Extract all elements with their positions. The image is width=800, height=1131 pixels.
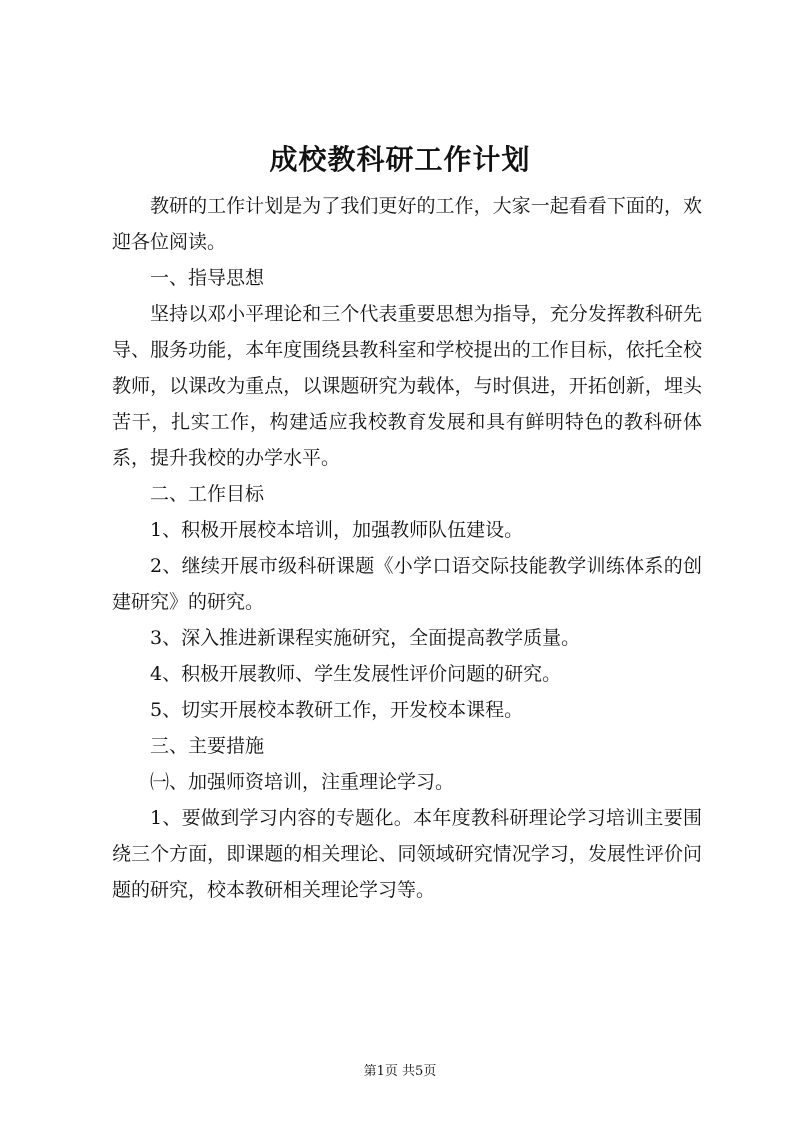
heading-work-goals: 二、工作目标 <box>150 483 265 505</box>
list-item-goal-2: 2、继续开展市级科研课题《小学口语交际技能教学训练体系的创建研究》的研究。 <box>112 555 702 613</box>
document-body <box>112 188 702 908</box>
heading-guiding-ideology: 一、指导思想 <box>150 267 265 289</box>
document-title: 成校教科研工作计划 <box>269 143 531 176</box>
paragraph-measure-1: 1、要做到学习内容的专题化。本年度教科研理论学习培训主要围绕三个方面，即课题的相关理论、同领域研究情况学习，发展性评价问题的研究，校本教研相关理论学习等。 <box>112 807 702 901</box>
list-item-goal-5: 5、切实开展校本教研工作，开发校本课程。 <box>150 699 524 721</box>
list-item-goal-4: 4、积极开展教师、学生发展性评价问题的研究。 <box>150 663 562 685</box>
list-item-goal-3: 3、深入推进新课程实施研究，全面提高教学质量。 <box>150 627 581 649</box>
heading-main-measures: 三、主要措施 <box>150 735 265 757</box>
subheading-teacher-training: ㈠、加强师资培训，注重理论学习。 <box>150 771 455 793</box>
paragraph-intro: 教研的工作计划是为了我们更好的工作，大家一起看看下面的，欢迎各位阅读。 <box>112 195 702 253</box>
page-number-footer: 第1页 共5页 <box>363 1064 437 1079</box>
paragraph-guiding-ideology: 坚持以邓小平理论和三个代表重要思想为指导，充分发挥教科研先导、服务功能，本年度围绕县教科室和学校提出的工作目标，依托全校教师，以课改为重点，以课题研究为载体，与时俱进，开拓创新，埋头苦干，扎实工作，构建适应我校教育发展和具有鲜明特色的教科研体系，提升我校的办学水平。 <box>112 303 702 469</box>
list-item-goal-1: 1、积极开展校本培训，加强教师队伍建设。 <box>150 519 524 541</box>
